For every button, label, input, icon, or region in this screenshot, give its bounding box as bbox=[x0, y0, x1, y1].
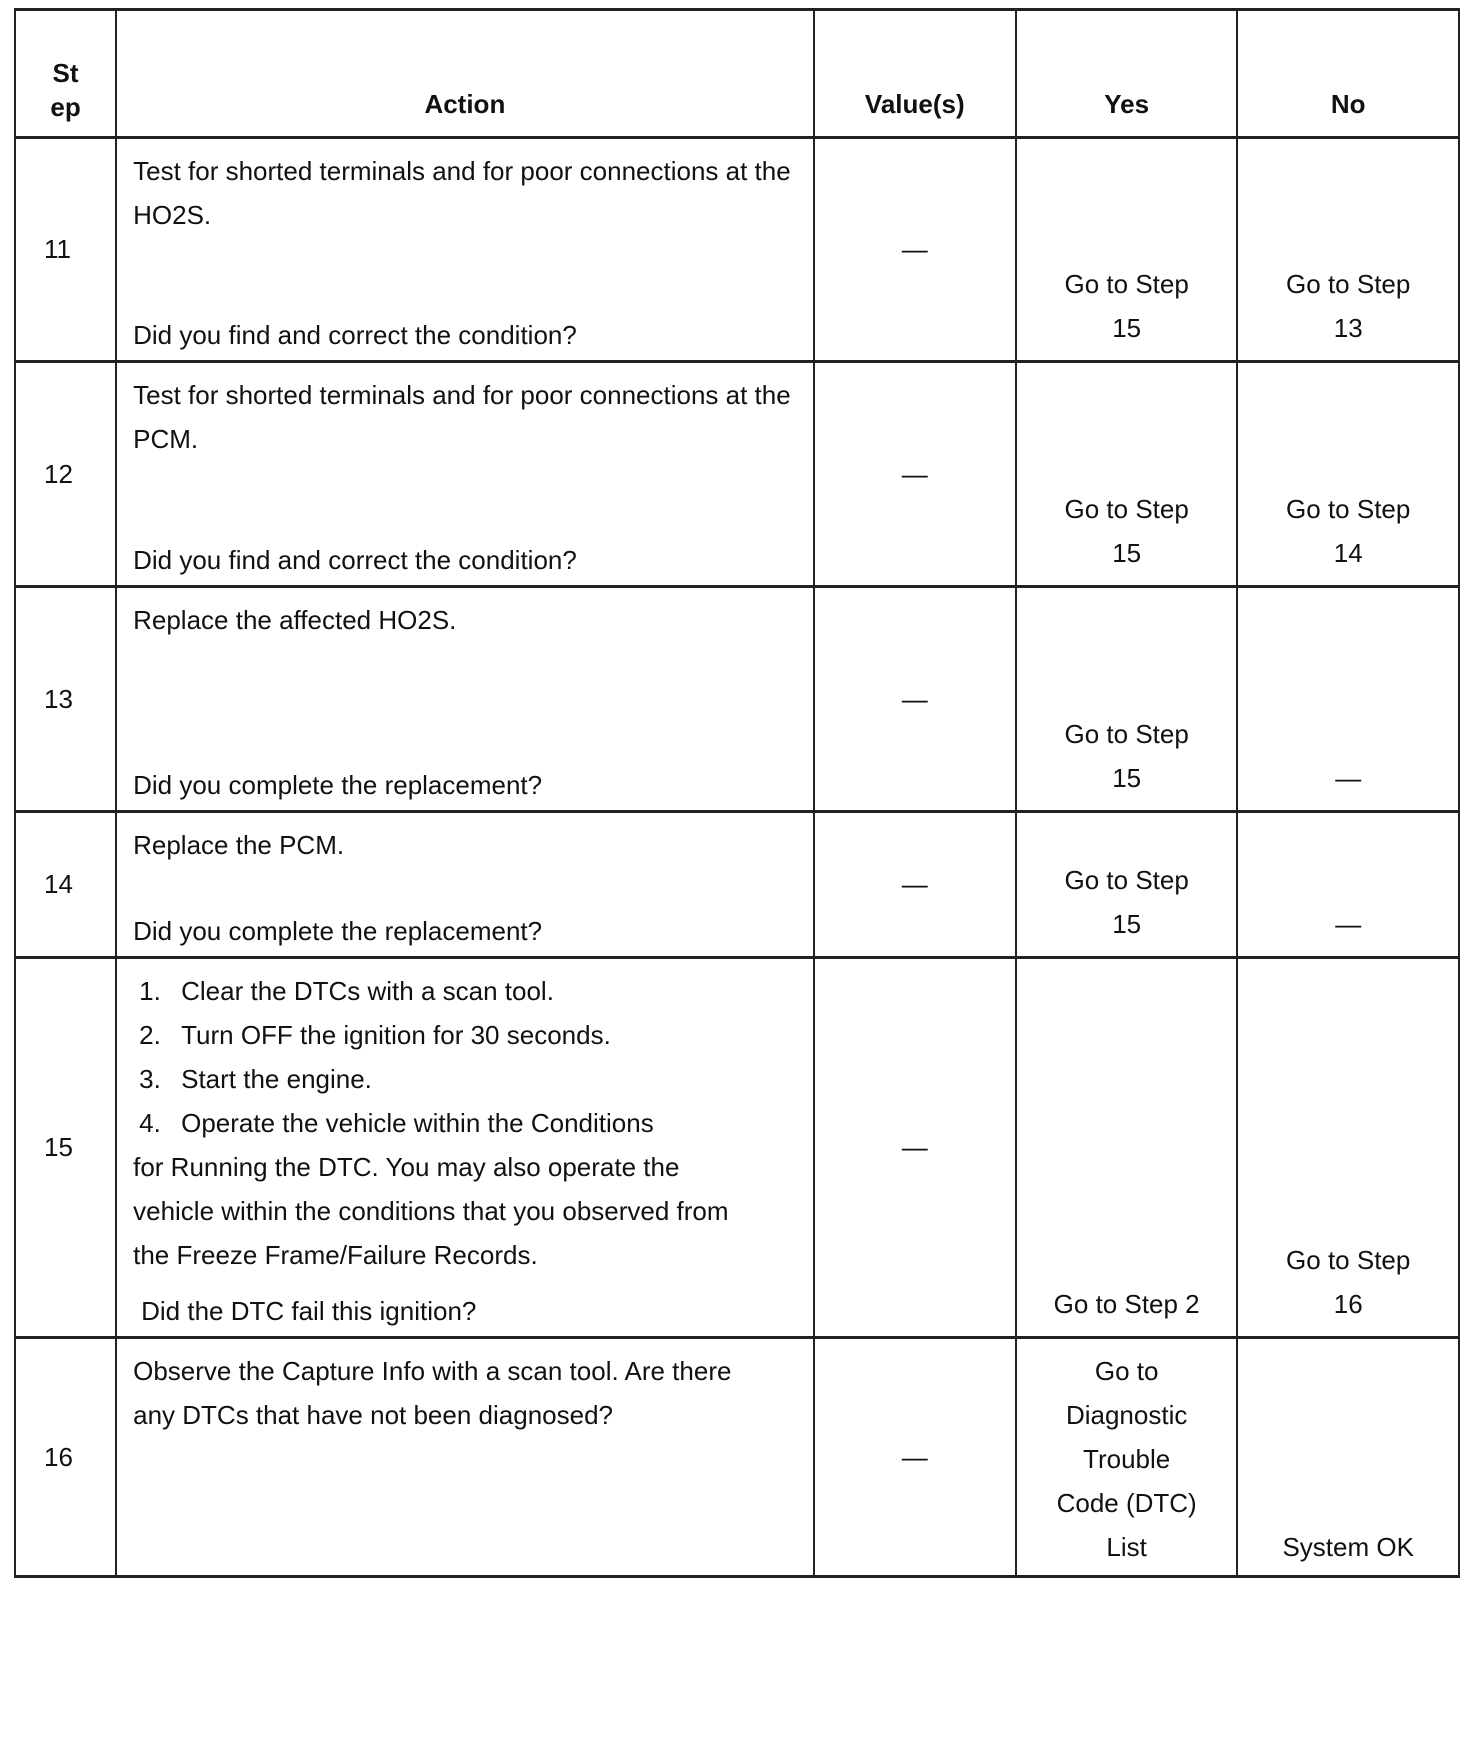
action-text: Replace the affected HO2S. bbox=[133, 605, 457, 635]
table-row bbox=[15, 812, 1459, 958]
yes-cell: Go to Step 15 bbox=[1016, 138, 1238, 362]
table-row bbox=[15, 138, 1459, 362]
step-number: 13 bbox=[15, 587, 116, 812]
step-number: 11 bbox=[15, 138, 116, 362]
step-number: 16 bbox=[15, 1338, 116, 1577]
action-question: Did you find and correct the condition? bbox=[133, 545, 577, 575]
value-cell: — bbox=[814, 362, 1016, 587]
diagnostic-table bbox=[14, 8, 1460, 1578]
action-cell bbox=[116, 812, 814, 958]
header-row bbox=[15, 10, 1459, 138]
action-text: Replace the PCM. bbox=[133, 830, 345, 860]
action-cell bbox=[116, 587, 814, 812]
header-yes: Yes bbox=[1016, 10, 1238, 138]
value-cell: — bbox=[814, 138, 1016, 362]
step-number: 15 bbox=[15, 958, 116, 1338]
yes-cell: Go to Step 15 bbox=[1016, 587, 1238, 812]
no-cell: Go to Step 14 bbox=[1237, 362, 1459, 587]
action-text: Test for shorted terminals and for poor connections at the PCM. bbox=[133, 380, 791, 454]
action-question: Did you complete the replacement? bbox=[133, 770, 543, 800]
action-question: Did you find and correct the condition? bbox=[133, 320, 577, 350]
procedure-list bbox=[133, 969, 797, 1145]
step-number: 12 bbox=[15, 362, 116, 587]
header-no: No bbox=[1237, 10, 1459, 138]
table-row bbox=[15, 587, 1459, 812]
no-cell: — bbox=[1237, 587, 1459, 812]
list-item: 3. Start the engine. bbox=[139, 1064, 372, 1094]
action-cell bbox=[116, 958, 814, 1338]
action-cell bbox=[116, 1338, 814, 1577]
list-item: 4. Operate the vehicle within the Conditions bbox=[139, 1108, 654, 1138]
table-row bbox=[15, 958, 1459, 1338]
action-cell bbox=[116, 362, 814, 587]
yes-cell: Go to Step 2 bbox=[1016, 958, 1238, 1338]
action-text: Observe the Capture Info with a scan tool. Are there any DTCs that have not been diagnosed? bbox=[133, 1356, 732, 1430]
yes-cell: Go to Step 15 bbox=[1016, 362, 1238, 587]
table-row bbox=[15, 362, 1459, 587]
step-number: 14 bbox=[15, 812, 116, 958]
action-question: Did the DTC fail this ignition? bbox=[141, 1296, 477, 1326]
no-cell: — bbox=[1237, 812, 1459, 958]
no-cell: Go to Step 13 bbox=[1237, 138, 1459, 362]
header-step: St ep bbox=[15, 10, 116, 138]
header-action: Action bbox=[116, 10, 814, 138]
no-cell: Go to Step 16 bbox=[1237, 958, 1459, 1338]
value-cell: — bbox=[814, 812, 1016, 958]
list-item: 2. Turn OFF the ignition for 30 seconds. bbox=[139, 1020, 611, 1050]
list-item: 1. Clear the DTCs with a scan tool. bbox=[139, 976, 554, 1006]
value-cell: — bbox=[814, 958, 1016, 1338]
yes-cell: Go to Diagnostic Trouble Code (DTC) List bbox=[1016, 1338, 1238, 1577]
yes-cell: Go to Step 15 bbox=[1016, 812, 1238, 958]
no-cell: System OK bbox=[1237, 1338, 1459, 1577]
action-cell bbox=[116, 138, 814, 362]
table-row bbox=[15, 1338, 1459, 1577]
procedure-continuation: for Running the DTC. You may also operate the vehicle within the conditions that you observed from the Freeze Frame/Failure Records. bbox=[133, 1152, 729, 1270]
action-question: Did you complete the replacement? bbox=[133, 916, 543, 946]
header-values: Value(s) bbox=[814, 10, 1016, 138]
value-cell: — bbox=[814, 1338, 1016, 1577]
action-text: Test for shorted terminals and for poor connections at the HO2S. bbox=[133, 156, 791, 230]
value-cell: — bbox=[814, 587, 1016, 812]
